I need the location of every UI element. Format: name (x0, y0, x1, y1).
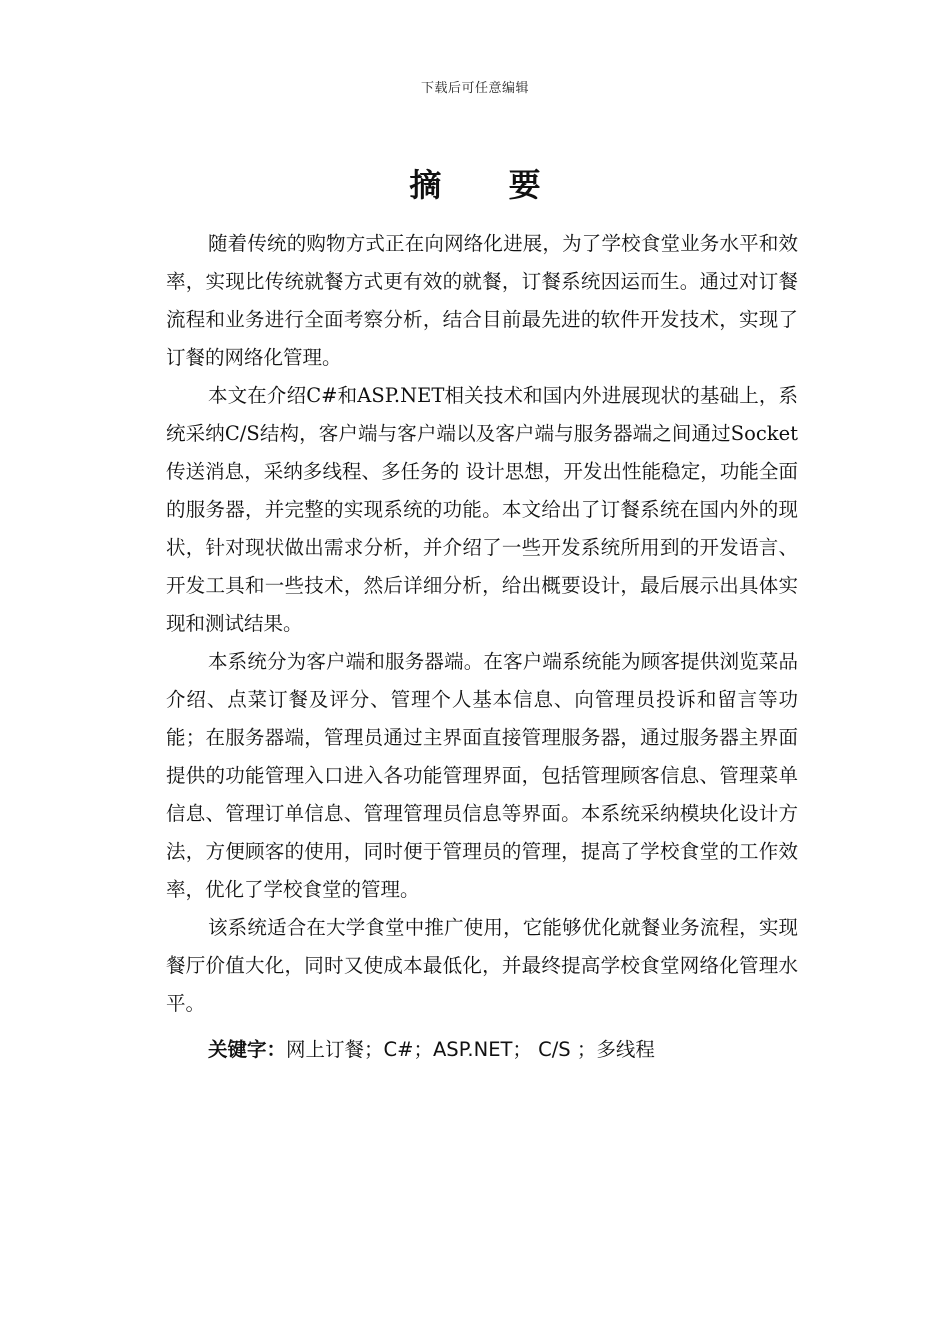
abstract-body (166, 225, 798, 1069)
header-note: 下载后可任意编辑 (420, 81, 529, 96)
abstract-paragraph-4: 该系统适合在大学食堂中推广使用，它能够优化就餐业务流程，实现餐厅价值大化，同时又使成本最低化，并最终提高学校食堂网络化管理水平。 (166, 916, 798, 1015)
abstract-paragraph-3: 本系统分为客户端和服务器端。在客户端系统能为顾客提供浏览菜品介绍、点菜订餐及评分、管理个人基本信息、向管理员投诉和留言等功能；在服务器端，管理员通过主界面直接管理服务器，通过服务器主界面提供的功能管理入口进入各功能管理界面，包括管理顾客信息、管理菜单信息、管理订单信息、管理管理员信息等界面。本系统采纳模块化设计方法，方便顾客的使用，同时便于管理员的管理，提高了学校食堂的工作效率，优化了学校食堂的管理。 (166, 650, 798, 901)
abstract-paragraph-2: 本文在介绍C#和ASP.NET相关技术和国内外进展现状的基础上，系统采纳C/S结构，客户端与客户端以及客户端与服务器端之间通过Socket传送消息，采纳多线程、多任务的 设计思想，开发出性能稳定，功能全面的服务器，并完整的实现系统的功能。本文给出了订餐系统在国内外的现状，针对现状做出需求分析，并介绍了一些开发系统所用到的开发语言、开发工具和一些技术，然后详细分析，给出概要设计，最后展示出具体实现和测试结果。 (166, 384, 798, 635)
keywords-label: 关键字： (208, 1038, 287, 1061)
abstract-title: 摘 要 (409, 166, 569, 204)
keywords-line (166, 1031, 798, 1069)
keywords-value: 网上订餐；C#；ASP.NET； C/S ；多线程 (286, 1038, 655, 1061)
abstract-paragraph-1: 随着传统的购物方式正在向网络化进展，为了学校食堂业务水平和效率，实现比传统就餐方式更有效的就餐，订餐系统因运而生。通过对订餐流程和业务进行全面考察分析，结合目前最先进的软件开发技术，实现了订餐的网络化管理。 (166, 232, 798, 369)
